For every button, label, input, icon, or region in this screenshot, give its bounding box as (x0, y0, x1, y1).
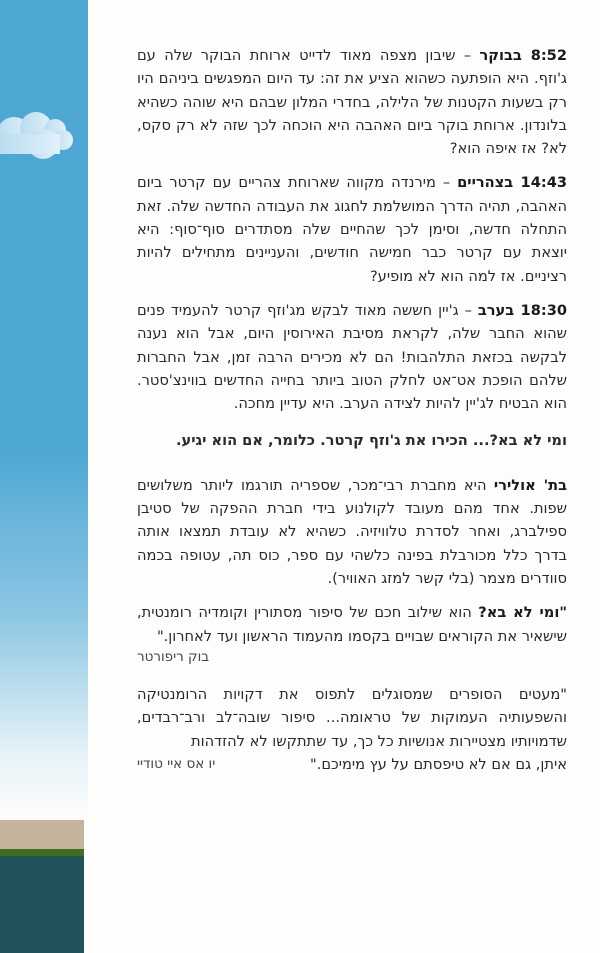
blurb-morning (137, 44, 567, 160)
tagline: ומי לא בא?... הכירו את ג'וזף קרטר. כלומר, אם הוא יגיע. (175, 432, 567, 450)
quote-mark: " (559, 604, 567, 622)
review-2 (137, 683, 567, 753)
review-source: בוק ריפורטר (137, 648, 210, 665)
review-text: הוא שילוב חכם של סיפור מסתורין וקומדיה רומנטית, שישאיר את הקוראים שבויים בקסמו מהעמוד הראשון ועד לאחרון." (137, 604, 567, 645)
time-label: 8:52 בבוקר (479, 47, 567, 64)
book-title: ומי לא בא? (478, 604, 560, 622)
review-1 (137, 601, 567, 648)
blurb-text: – שיבון מצפה מאוד לדייט ארוחת הבוקר שלה עם ג'וזף. היא הופתעה כשהוא הציע את זה: עד היום המפגשים ביניהם היו רק בשעות הקטנות של הלילה, בחדרי המלון שבהם היא שוהה כשהיא בלונדון. ארוחת בוקר ביום האהבה היא הוכחה לכך שזה לא רק סקס, לא? אז איפה הוא? (137, 47, 567, 158)
time-label: 14:43 בצהריים (457, 174, 568, 192)
spine-band-beige (0, 820, 84, 849)
author-name: בת' אולירי (493, 476, 567, 494)
blurb-text: – מירנדה מקווה שארוחת צהריים עם קרטר ביום האהבה, תהיה הדרך המושלמת לחגוג את העבודה החדשה שלה. זאת התחלה חדשה, וסימן לכך שהחיים שלה מסתדרים סוף־סוף: היא יוצאת עם קרטר כבר חמישה חודשים, והעניינים מתחילים להיות רציניים. אז למה הוא לא מופיע? (137, 174, 567, 285)
review-text: איתן, גם אם לא טיפסתם על עץ מימיכם." (309, 756, 567, 774)
review-source: יו אס איי טודיי (137, 756, 216, 773)
author-bio (137, 474, 567, 590)
sky-strip (0, 0, 88, 820)
blurb-evening (137, 299, 567, 415)
spine-band-green (0, 849, 84, 856)
back-cover-text (137, 44, 567, 776)
cloud-icon (0, 108, 75, 160)
time-label: 18:30 בערב (477, 301, 568, 319)
spine-band-teal (0, 856, 84, 953)
blurb-noon (137, 171, 567, 287)
author-bio-text: היא מחברת רבי־מכר, שספריה תורגמו ליותר משלושים שפות. אחד מהם מעובד לקולנוע בידי חברת ההפקה של סטיבן ספילברג, ואחר לסדרת טלוויזיה. כשהיא לא עובדת תמצאו אותה בדרך כלל מכורבלת בפינה כלשהי עם ספר, כוס תה, עטופה בכמה סוודרים מצמר (בלי קשר למזג האוויר). (137, 476, 567, 587)
review-text: "מעטים הסופרים שמסוגלים לתפוס את דקויות הרומנטיקה והשפעותיה העמוקות של טראומה... סיפור שובה־לב ורב־רבדים, שדמויותיו מצטיירות אנושיות כל כך, עד שתתקשו לא להזדהות (137, 686, 567, 750)
review-2-last-line (137, 753, 567, 776)
blurb-text: – ג'יין חששה מאוד לבקש מג'וזף קרטר להעמיד פנים שהוא החבר שלה, לקראת מסיבת האירוסין היום, אבל הוא נענה לבקשה בכזאת התלהבות! הם לא מכירים הרבה זמן, אבל החברות שלהם הופכת אט־אט לחלק הטוב ביותר בחייה החדשים בווינצ'סטר. הוא הבטיח לג'יין להיות לצידה הערב. היא עדיין מחכה. (137, 301, 567, 413)
